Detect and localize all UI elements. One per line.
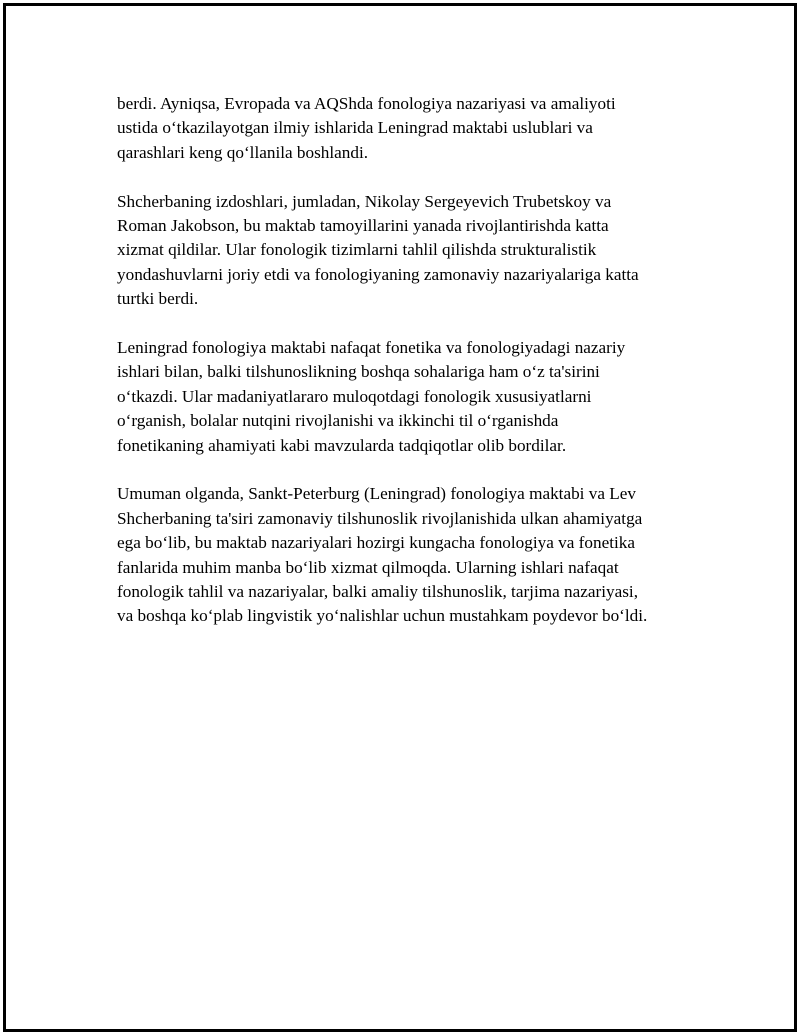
text-line: xizmat qildilar. Ular fonologik tizimlarni tahlil qilishda strukturalistik [117,240,597,260]
text-line: fonetikaning ahamiyati kabi mavzularda tadqiqotlar olib bordilar. [117,435,567,455]
text-line: ega bo‘lib, bu maktab nazariyalari hozirgi kungacha fonologiya va fonetika [117,533,635,553]
paragraph-1 [117,92,707,165]
text-line: ishlari bilan, balki tilshunoslikning boshqa sohalariga ham o‘z ta'sirini [117,362,600,382]
text-line: Leningrad fonologiya maktabi nafaqat fonetika va fonologiyadagi nazariy [117,338,626,358]
text-line: Roman Jakobson, bu maktab tamoyillarini yanada rivojlantirishda katta [117,216,609,236]
text-line: o‘rganish, bolalar nutqini rivojlanishi va ikkinchi til o‘rganishda [117,411,559,431]
text-line: Shcherbaning ta'siri zamonaviy tilshunoslik rivojlanishida ulkan ahamiyatga [117,508,643,528]
text-line: berdi. Ayniqsa, Evropada va AQShda fonologiya nazariyasi va amaliyoti [117,94,616,113]
text-line: turtki berdi. [117,289,199,309]
text-line: yondashuvlarni joriy etdi va fonologiyaning zamonaviy nazariyalariga katta [117,264,639,284]
paragraph-3 [117,336,707,458]
text-line: va boshqa ko‘plab lingvistik yo‘nalishlar uchun mustahkam poydevor bo‘ldi. [117,606,648,626]
text-line: fanlarida muhim manba bo‘lib xizmat qilmoqda. Ularning ishlari nafaqat [117,557,619,577]
text-line: ustida o‘tkazilayotgan ilmiy ishlarida Leningrad maktabi uslublari va [117,118,593,138]
text-line: Umuman olganda, Sankt-Peterburg (Leningrad) fonologiya maktabi va Lev [117,484,636,504]
text-line: fonologik tahlil va nazariyalar, balki amaliy tilshunoslik, tarjima nazariyasi, [117,582,638,602]
paragraph-4 [117,482,707,628]
text-line: qarashlari keng qo‘llanila boshlandi. [117,142,369,162]
document-body [117,92,707,653]
text-line: Shcherbaning izdoshlari, jumladan, Nikolay Sergeyevich Trubetskoy va [117,191,612,211]
paragraph-2 [117,190,707,312]
text-line: o‘tkazdi. Ular madaniyatlararo muloqotdagi fonologik xususiyatlarni [117,386,592,406]
